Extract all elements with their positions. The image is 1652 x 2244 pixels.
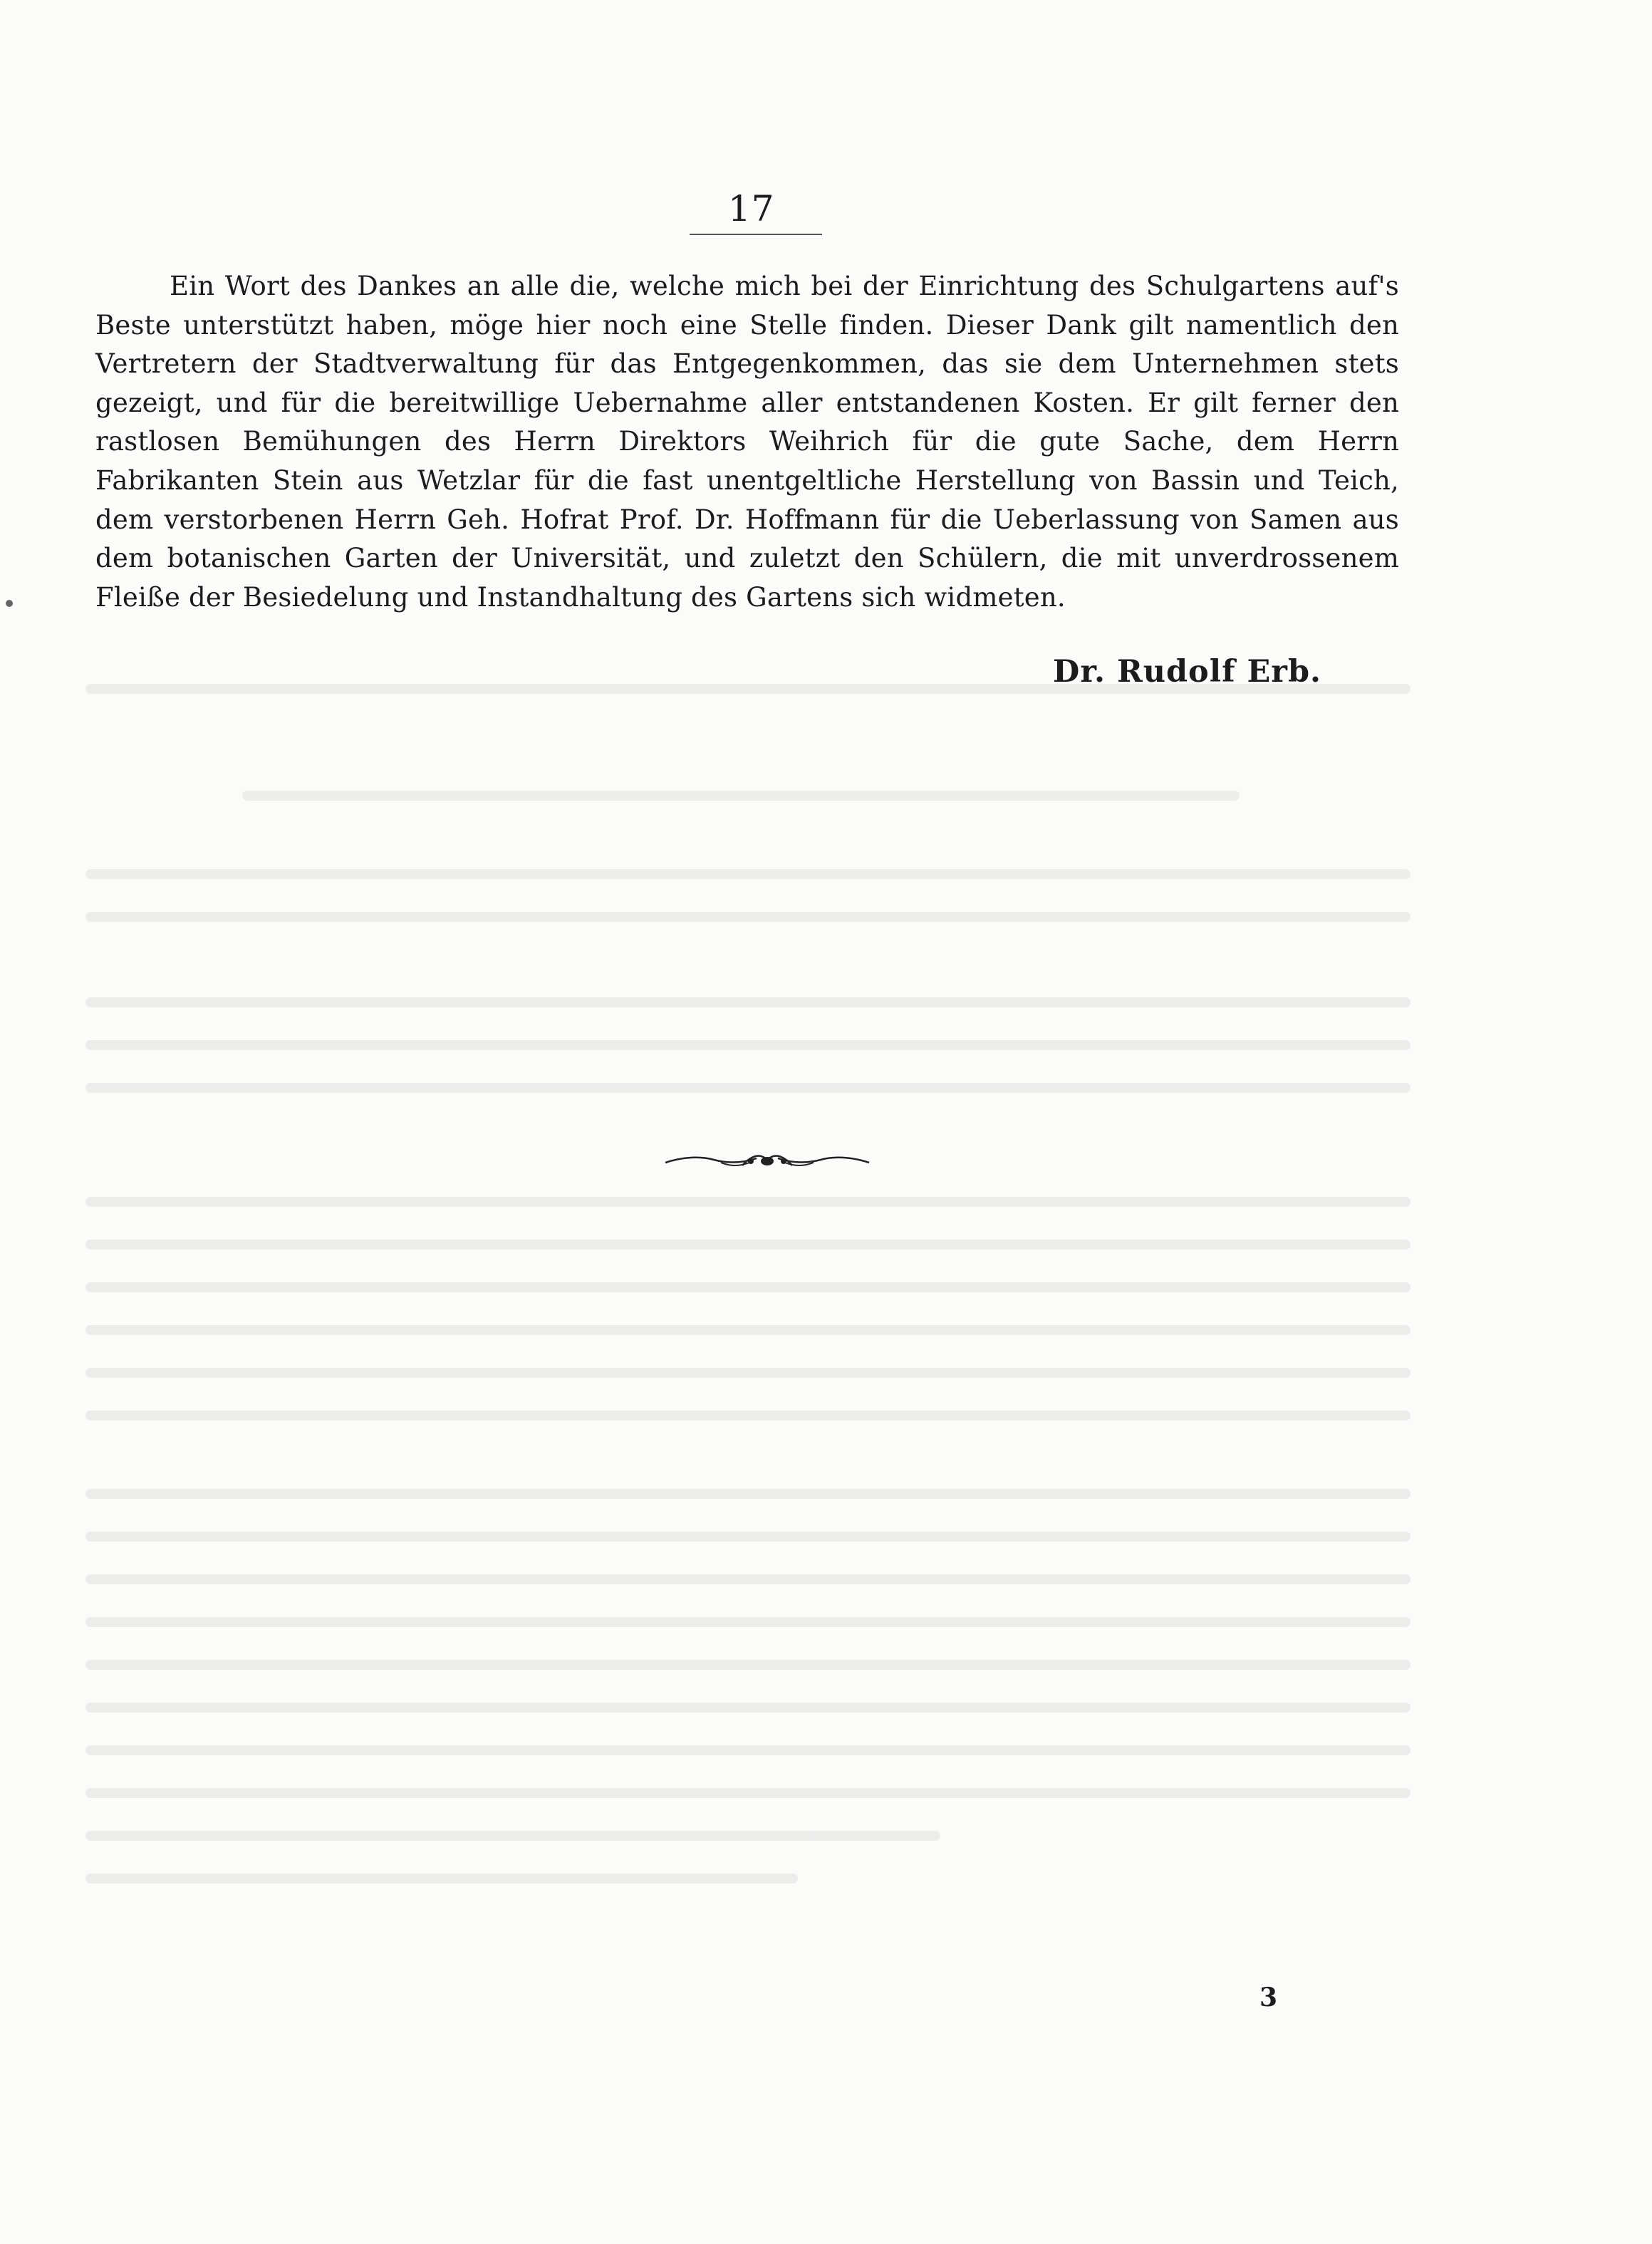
bleed-line <box>85 1083 1411 1093</box>
bleed-line <box>85 997 1411 1007</box>
bleed-line <box>85 1197 1411 1207</box>
bleed-line <box>85 869 1411 879</box>
bleed-line <box>85 1240 1411 1250</box>
author-signature: Dr. Rudolf Erb. <box>1053 654 1321 690</box>
bleed-line <box>85 1368 1411 1378</box>
ornament-divider <box>664 1144 871 1175</box>
sheet-number: 3 <box>1259 1983 1278 2012</box>
margin-speck <box>6 600 13 607</box>
page-number-rule <box>690 234 822 235</box>
bleed-line <box>242 791 1240 801</box>
page-number: 17 <box>728 188 775 229</box>
bleed-line <box>85 1874 798 1884</box>
bleed-line <box>85 1325 1411 1335</box>
show-through-bleed <box>85 556 1411 1952</box>
bleed-line <box>85 1532 1411 1542</box>
bleed-line <box>85 1574 1411 1584</box>
bleed-line <box>85 1660 1411 1670</box>
acknowledgement-paragraph: Ein Wort des Dankes an alle die, welche mich bei der Einrichtung des Schulgartens auf's Beste unterstützt haben, möge hier noch eine Stelle finden. Dieser Dank gilt namentlich den Vertretern der Stadtverwaltung für das Entgegenkommen, das sie dem Unternehmen stets gezeigt, und für die bereitwillige Uebernahme aller entstandenen Kosten. Er gilt ferner den rastlosen Bemühungen des Herrn Direktors Weihrich für die gute Sache, dem Herrn Fabrikanten Stein aus Wetzlar für die fast unentgeltliche Herstellung von Bassin und Teich, dem verstorbenen Herrn Geh. Hofrat Prof. Dr. Hoffmann für die Ueberlassung von Samen aus dem botanischen Garten der Universität, und zuletzt den Schülern, die mit unverdrossenem Fleiße der Besiedelung und Instandhaltung des Gartens sich widmeten. <box>95 271 1399 613</box>
bleed-line <box>85 1831 940 1841</box>
bleed-line <box>85 912 1411 922</box>
bleed-line <box>85 1411 1411 1420</box>
bleed-line <box>85 1703 1411 1713</box>
bleed-line <box>85 1489 1411 1499</box>
bleed-line <box>85 1617 1411 1627</box>
bleed-line <box>85 1788 1411 1798</box>
bleed-line <box>85 1040 1411 1050</box>
bleed-line <box>85 1282 1411 1292</box>
bleed-line <box>85 1745 1411 1755</box>
